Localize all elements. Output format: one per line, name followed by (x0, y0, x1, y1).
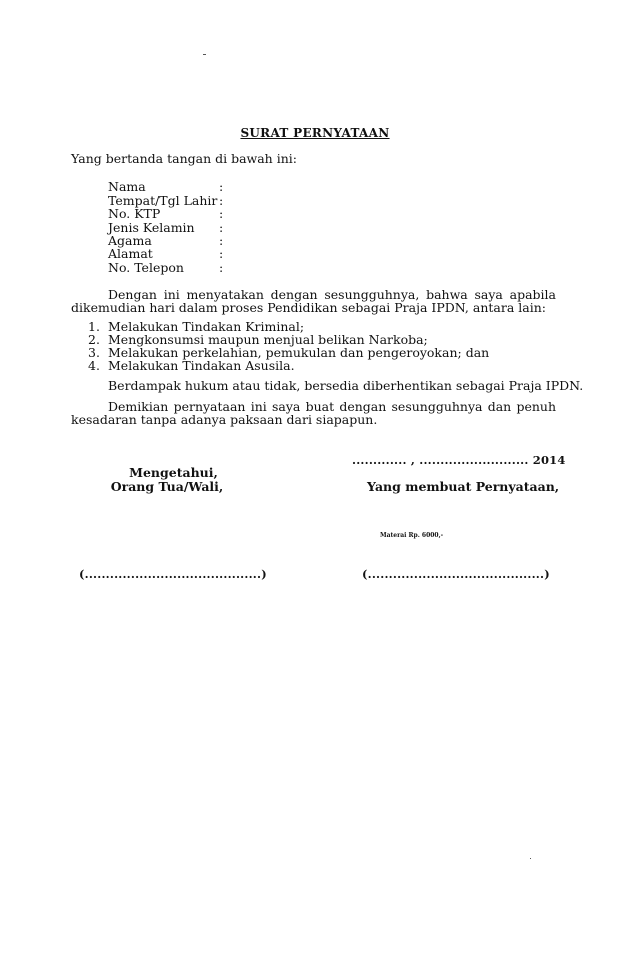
consequence-text: Berdampak hukum atau tidak, bersedia diberhentikan sebagai Praja IPDN. (108, 378, 584, 393)
list-item-number: 3. (88, 345, 100, 360)
left-sign-role: Orang Tua/Wali, (110, 479, 224, 494)
field-colon: : (219, 206, 224, 221)
field-colon: : (219, 233, 224, 248)
scan-speck (203, 54, 206, 55)
closing-line-2: kesadaran tanpa adanya paksaan dari siapapun. (71, 412, 378, 427)
field-label-no-telepon: No. Telepon (108, 260, 184, 275)
list-item: Melakukan Tindakan Asusila. (108, 358, 295, 373)
field-label-tempat-tgl-lahir: Tempat/Tgl Lahir (108, 193, 218, 208)
field-label-alamat: Alamat (108, 246, 153, 261)
intro-text: Yang bertanda tangan di bawah ini: (71, 151, 297, 166)
field-colon: : (219, 179, 224, 194)
field-label-agama: Agama (108, 233, 152, 248)
list-item: Mengkonsumsi maupun menjual belikan Narkoba; (108, 332, 428, 347)
field-label-no-ktp: No. KTP (108, 206, 161, 221)
date-line: ............. , .......................... 2014 (352, 453, 566, 467)
list-item: Melakukan perkelahian, pemukulan dan pengeroyokan; dan (108, 345, 490, 360)
field-label-nama: Nama (108, 179, 146, 194)
field-colon: : (219, 220, 224, 235)
list-item-number: 4. (88, 358, 100, 373)
field-colon: : (219, 193, 224, 208)
list-item-number: 2. (88, 332, 100, 347)
field-colon: : (219, 246, 224, 261)
scan-speck (530, 858, 531, 859)
field-label-jenis-kelamin: Jenis Kelamin (108, 220, 195, 235)
closing-line-1: Demikian pernyataan ini saya buat dengan sesungguhnya dan penuh (108, 399, 556, 414)
left-sign-heading: Mengetahui, (129, 465, 218, 480)
right-sign-title: Yang membuat Pernyataan, (367, 479, 560, 494)
statement-line-2: dikemudian hari dalam proses Pendidikan sebagai Praja IPDN, antara lain: (71, 300, 546, 315)
field-colon: : (219, 260, 224, 275)
list-item: Melakukan Tindakan Kriminal; (108, 319, 305, 334)
left-signature-line: (..........................................) (79, 567, 267, 581)
stamp-note: Materai Rp. 6000,- (380, 532, 444, 539)
statement-line-1: Dengan ini menyatakan dengan sesungguhnya, bahwa saya apabila (108, 287, 556, 302)
document-title: SURAT PERNYATAAN (240, 126, 390, 140)
right-signature-line: (..........................................) (362, 567, 550, 581)
list-item-number: 1. (88, 319, 100, 334)
